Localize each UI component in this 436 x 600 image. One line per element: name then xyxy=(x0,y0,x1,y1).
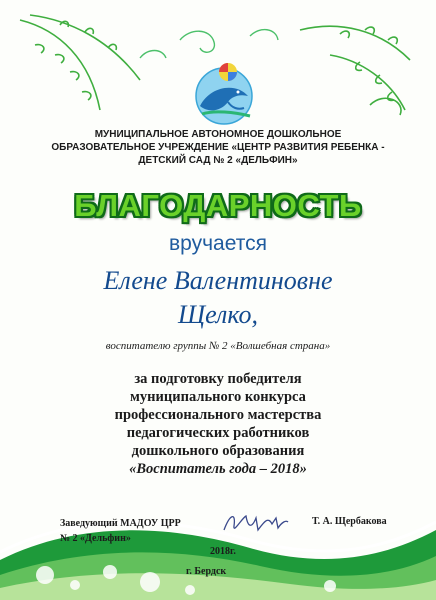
reason-line: педагогических работников xyxy=(126,425,310,441)
leaf-decoration-icon xyxy=(20,15,140,110)
awarded-text: вручается xyxy=(169,232,267,255)
signatory-title-line: Заведующий МАДОУ ЦРР xyxy=(60,518,181,529)
swirl-decoration-icon xyxy=(140,30,278,58)
organization-line: ОБРАЗОВАТЕЛЬНОЕ УЧРЕЖДЕНИЕ «ЦЕНТР РАЗВИТИЯ РЕБЕНКА - xyxy=(51,142,385,153)
dolphin-logo-icon xyxy=(188,56,260,128)
organization-line: ДЕТСКИЙ САД № 2 «ДЕЛЬФИН» xyxy=(138,155,298,166)
signatory-title xyxy=(60,516,220,546)
certificate-title: БЛАГОДАРНОСТЬ xyxy=(74,188,362,223)
recipient-name: Елене Валентиновне xyxy=(103,266,333,295)
issue-city: г. Бердск xyxy=(186,566,227,577)
issue-date: 2018г. xyxy=(210,546,236,557)
reason-line-contest: «Воспитатель года – 2018» xyxy=(129,461,307,477)
organization-name xyxy=(40,128,396,167)
signatory-title-line: № 2 «Дельфин» xyxy=(60,533,131,544)
leaf-decoration-icon xyxy=(300,26,410,115)
reason-line: за подготовку победителя xyxy=(134,371,302,387)
signatory-name: Т. А. Щербакова xyxy=(312,516,387,527)
recipient-surname: Щелко, xyxy=(177,300,259,329)
reason-line: профессионального мастерства xyxy=(114,407,322,423)
organization-line: МУНИЦИПАЛЬНОЕ АВТОНОМНОЕ ДОШКОЛЬНОЕ xyxy=(94,129,342,140)
recipient-position: воспитателю группы № 2 «Волшебная страна» xyxy=(105,340,331,352)
handwritten-signature-icon xyxy=(220,508,290,538)
reason-line: муниципального конкурса xyxy=(130,389,306,405)
reason-line: дошкольного образования xyxy=(131,443,305,459)
award-reason xyxy=(60,370,376,478)
